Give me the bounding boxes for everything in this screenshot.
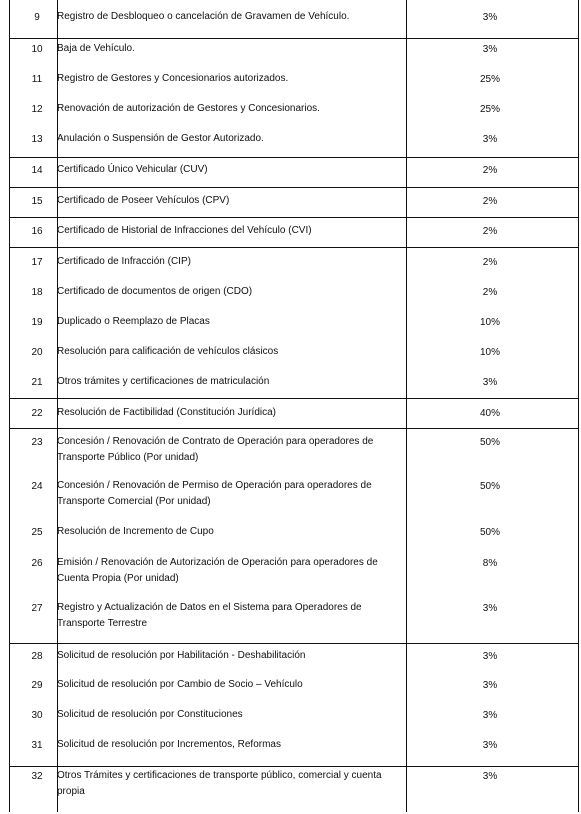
row-percentage: 2% [482, 257, 498, 268]
row-percentage: 40% [479, 408, 500, 419]
row-number: 13 [31, 134, 43, 145]
row-number: 30 [31, 710, 43, 721]
table-border-right [578, 0, 579, 812]
row-number: 32 [31, 771, 43, 782]
row-number: 15 [31, 196, 43, 207]
row-percentage: 3% [482, 710, 498, 721]
row-percentage: 3% [482, 44, 498, 55]
row-percentage: 25% [479, 104, 500, 115]
row-percentage: 8% [482, 558, 498, 569]
row-description: Resolución de Factibilidad (Constitución Jurídica) [57, 407, 276, 418]
table-separator [9, 766, 579, 767]
row-description: Anulación o Suspensión de Gestor Autorizado. [57, 133, 264, 144]
table-separator [9, 217, 579, 218]
row-percentage: 10% [479, 317, 500, 328]
row-number: 26 [31, 558, 43, 569]
row-description: Registro y Actualización de Datos en el Sistema para Operadores de Transporte Terrestre [57, 602, 362, 629]
table-separator [9, 187, 579, 188]
row-description: Certificado de Historial de Infracciones del Vehículo (CVI) [57, 225, 312, 236]
row-number: 28 [31, 651, 43, 662]
row-description: Registro de Desbloqueo o cancelación de Gravamen de Vehículo. [57, 11, 350, 22]
row-number: 29 [31, 680, 43, 691]
row-number: 9 [34, 12, 40, 23]
table-separator [9, 38, 579, 39]
row-percentage: 3% [482, 651, 498, 662]
row-number: 25 [31, 527, 43, 538]
row-number: 17 [31, 257, 43, 268]
table-separator [9, 157, 579, 158]
row-description: Solicitud de resolución por Incrementos, Reformas [57, 739, 281, 750]
table-separator [9, 643, 579, 644]
row-description: Certificado Único Vehicular (CUV) [57, 164, 208, 175]
row-description: Renovación de autorización de Gestores y Concesionarios. [57, 103, 320, 114]
row-percentage: 3% [482, 377, 498, 388]
row-percentage: 50% [479, 437, 500, 448]
row-description: Otros Trámites y certificaciones de transporte público, comercial y cuenta propia [57, 770, 382, 797]
row-description: Baja de Vehículo. [57, 43, 135, 54]
row-percentage: 2% [482, 196, 498, 207]
row-description: Solicitud de resolución por Cambio de Socio – Vehículo [57, 679, 303, 690]
row-description: Resolución para calificación de vehículos clásicos [57, 346, 279, 357]
row-description: Solicitud de resolución por Constituciones [57, 709, 243, 720]
row-number: 20 [31, 347, 43, 358]
row-percentage: 2% [482, 287, 498, 298]
row-description: Certificado de Poseer Vehículos (CPV) [57, 195, 230, 206]
row-description: Duplicado o Reemplazo de Placas [57, 316, 210, 327]
row-description: Resolución de Incremento de Cupo [57, 526, 214, 537]
row-number: 12 [31, 104, 43, 115]
row-description: Registro de Gestores y Concesionarios autorizados. [57, 73, 289, 84]
table-separator [9, 247, 579, 248]
row-percentage: 50% [479, 481, 500, 492]
row-number: 16 [31, 226, 43, 237]
row-number: 24 [31, 481, 43, 492]
row-number: 23 [31, 437, 43, 448]
row-description: Emisión / Renovación de Autorización de Operación para operadores de Cuenta Propia (Por unidad) [57, 557, 378, 584]
row-number: 19 [31, 317, 43, 328]
row-number: 21 [31, 377, 43, 388]
row-percentage: 25% [479, 74, 500, 85]
row-percentage: 3% [482, 680, 498, 691]
row-percentage: 3% [482, 603, 498, 614]
row-percentage: 3% [482, 771, 498, 782]
table-separator [9, 398, 579, 399]
row-number: 18 [31, 287, 43, 298]
table-separator [9, 428, 579, 429]
row-percentage: 3% [482, 12, 498, 23]
row-description: Certificado de documentos de origen (CDO) [57, 286, 253, 297]
row-number: 22 [31, 408, 43, 419]
row-description: Otros trámites y certificaciones de matriculación [57, 376, 270, 387]
row-percentage: 2% [482, 165, 498, 176]
row-number: 14 [31, 165, 43, 176]
row-number: 10 [31, 44, 43, 55]
row-description: Solicitud de resolución por Habilitación - Deshabilitación [57, 650, 306, 661]
row-percentage: 50% [479, 527, 500, 538]
row-percentage: 2% [482, 226, 498, 237]
row-number: 31 [31, 740, 43, 751]
table-divider-pct [406, 0, 407, 812]
table-border-left [9, 0, 10, 812]
row-description: Certificado de Infracción (CIP) [57, 256, 191, 267]
row-description: Concesión / Renovación de Contrato de Operación para operadores de Transporte Público (Por unidad) [57, 436, 374, 463]
row-number: 11 [31, 74, 43, 85]
row-percentage: 3% [482, 134, 498, 145]
row-percentage: 10% [479, 347, 500, 358]
row-description: Concesión / Renovación de Permiso de Operación para operadores de Transporte Comercial (Por unidad) [57, 480, 372, 507]
row-percentage: 3% [482, 740, 498, 751]
row-number: 27 [31, 603, 43, 614]
